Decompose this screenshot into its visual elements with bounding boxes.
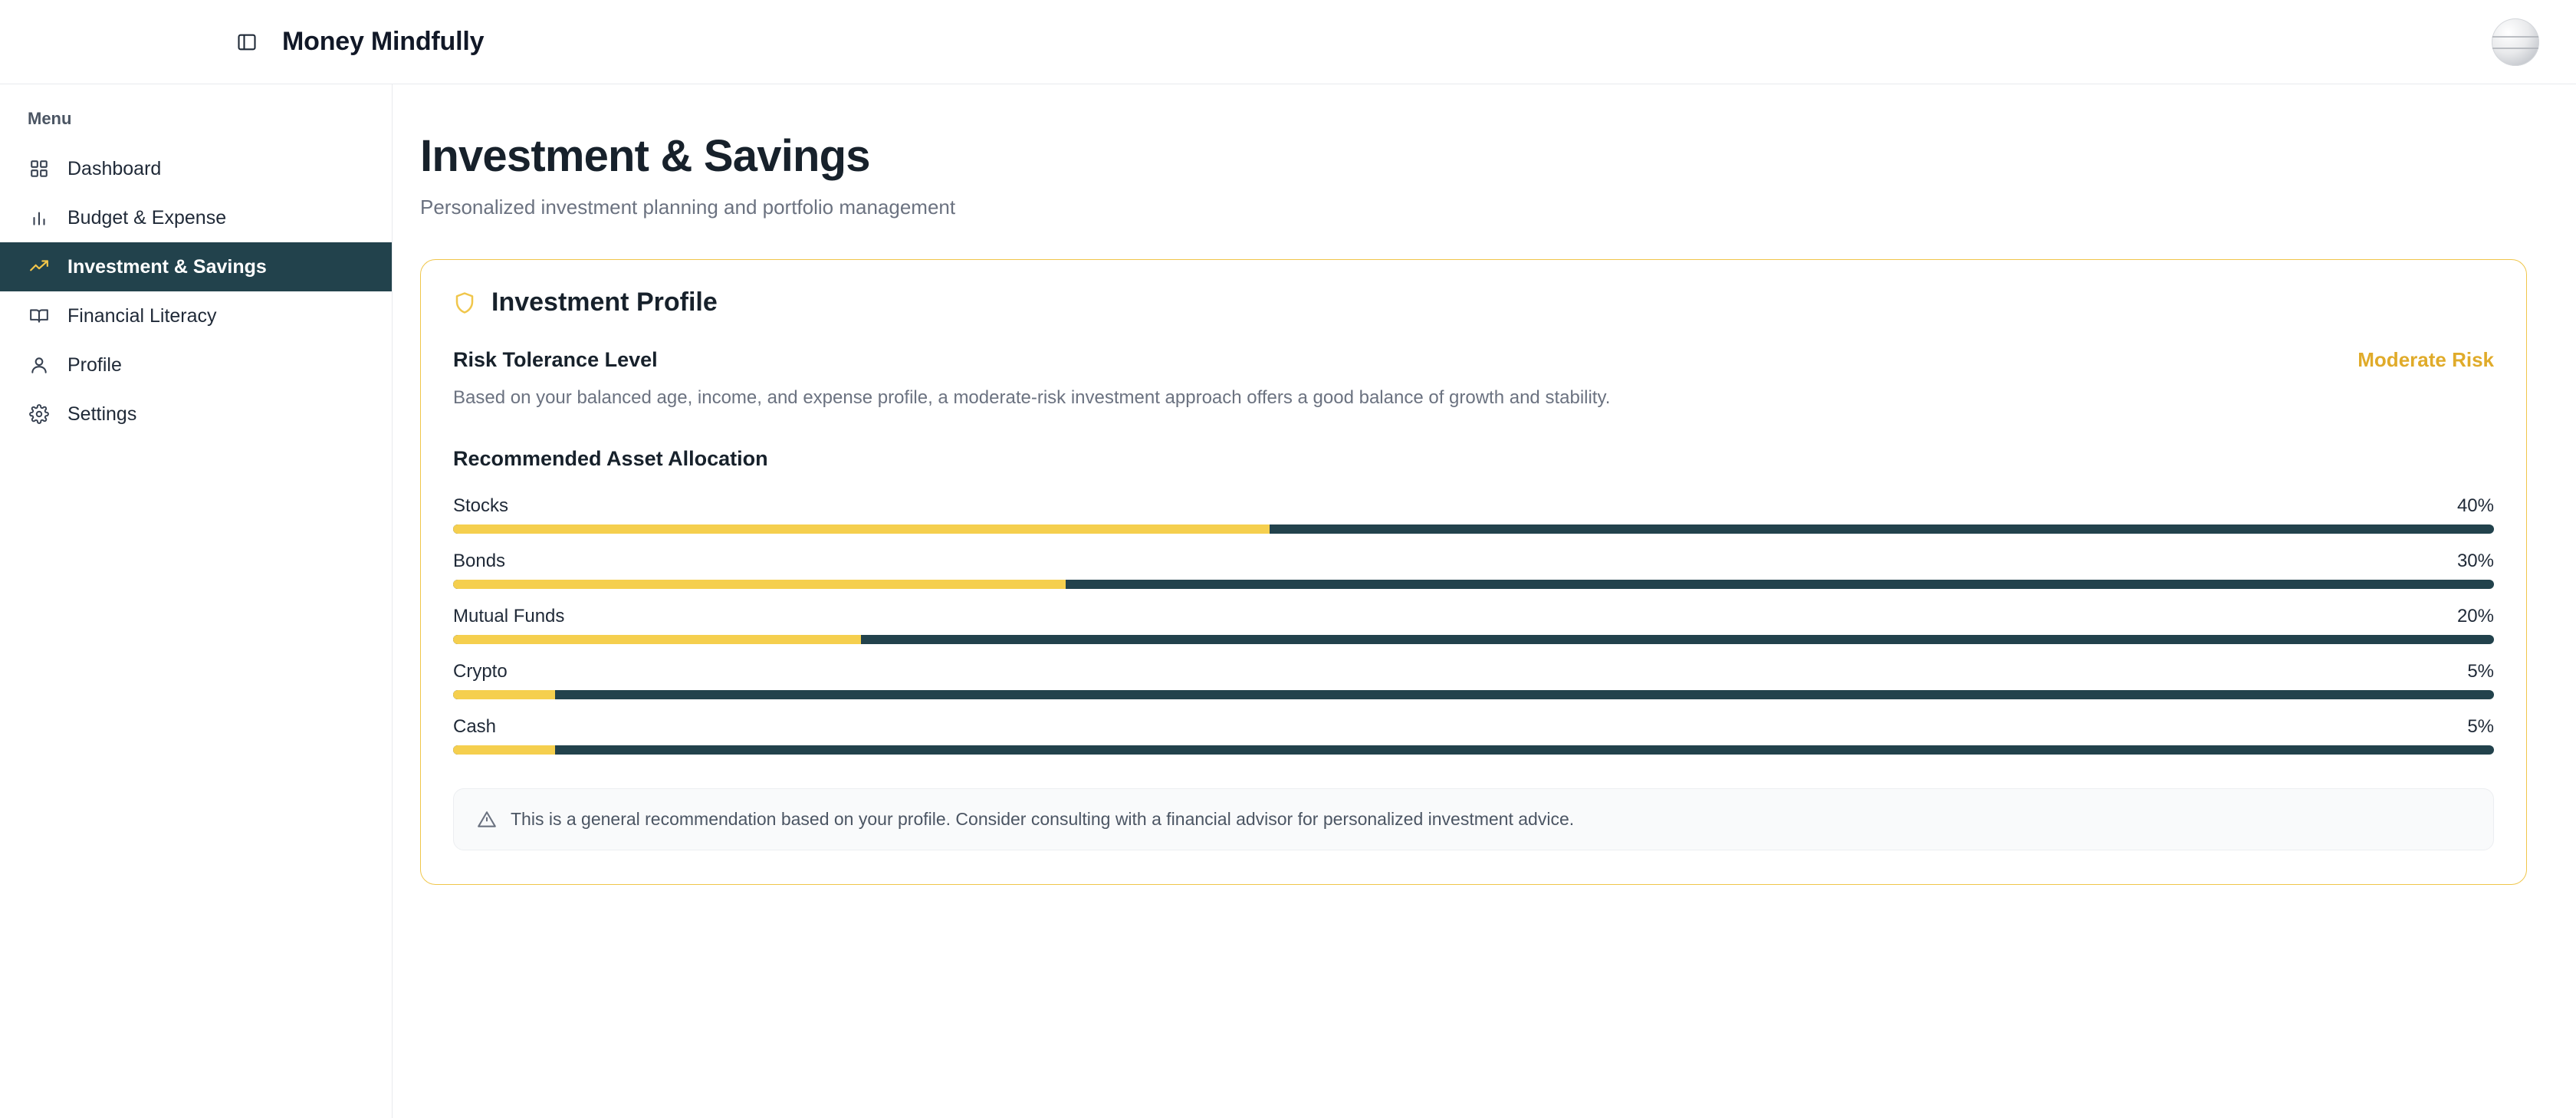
card-header <box>453 288 2494 317</box>
sidebar-item-settings[interactable] <box>0 390 392 439</box>
sidebar-item-investment-savings[interactable] <box>0 242 392 291</box>
alert-triangle-icon <box>477 810 497 830</box>
allocation-row <box>453 606 2494 644</box>
sidebar-item-label: Dashboard <box>67 157 162 179</box>
allocation-name: Cash <box>453 716 497 738</box>
user-icon <box>28 353 51 377</box>
allocation-name: Mutual Funds <box>453 606 565 627</box>
bar-chart-icon <box>28 206 51 229</box>
page-title: Investment & Savings <box>420 131 870 181</box>
sidebar-item-label: Financial Literacy <box>67 304 217 327</box>
allocation-name: Bonds <box>453 551 506 572</box>
sidebar-item-label: Investment & Savings <box>67 255 267 278</box>
disclaimer-note <box>453 788 2494 850</box>
main-content <box>393 84 2576 1118</box>
sidebar-item-label: Profile <box>67 353 122 376</box>
risk-description: Based on your balanced age, income, and expense profile, a moderate-risk investment approach offers a good balance of growth and stability. <box>453 387 1611 408</box>
allocation-value: 40% <box>2456 495 2494 517</box>
card-title: Investment Profile <box>491 288 718 317</box>
disclaimer-text: This is a general recommendation based on your profile. Consider consulting with a financial advisor for personalized investment advice. <box>511 809 1575 830</box>
allocation-bar-track <box>453 635 2494 644</box>
allocation-bar-track <box>453 580 2494 589</box>
allocation-bar-track <box>453 690 2494 699</box>
sidebar-item-financial-literacy[interactable] <box>0 291 392 340</box>
top-bar-right <box>2492 18 2539 66</box>
risk-tolerance-heading: Risk Tolerance Level <box>453 348 658 371</box>
allocation-list <box>453 495 2494 755</box>
sidebar-item-profile[interactable] <box>0 340 392 390</box>
allocation-bar-track <box>453 745 2494 755</box>
risk-level-badge: Moderate Risk <box>2358 348 2494 371</box>
book-open-icon <box>28 304 51 327</box>
allocation-row <box>453 551 2494 589</box>
allocation-name: Crypto <box>453 661 508 682</box>
allocation-bar-fill <box>453 690 555 699</box>
allocation-row <box>453 495 2494 534</box>
sidebar <box>0 84 393 1118</box>
avatar[interactable] <box>2492 18 2539 66</box>
allocation-heading: Recommended Asset Allocation <box>453 447 768 471</box>
trending-up-icon <box>28 255 51 278</box>
sidebar-item-label: Settings <box>67 403 137 425</box>
allocation-value: 5% <box>2467 716 2494 738</box>
sidebar-item-label: Budget & Expense <box>67 206 227 229</box>
grid-icon <box>28 157 51 180</box>
allocation-row <box>453 661 2494 699</box>
allocation-value: 5% <box>2467 661 2494 682</box>
allocation-bar-fill <box>453 745 555 755</box>
sidebar-item-dashboard[interactable] <box>0 144 392 193</box>
page-subtitle: Personalized investment planning and portfolio management <box>420 196 956 219</box>
allocation-value: 30% <box>2456 551 2494 572</box>
gear-icon <box>28 403 51 426</box>
body <box>0 84 2576 1118</box>
shield-icon <box>453 291 476 314</box>
sidebar-item-budget-expense[interactable] <box>0 193 392 242</box>
allocation-value: 20% <box>2456 606 2494 627</box>
panel-left-icon[interactable] <box>230 25 264 59</box>
brand-title: Money Mindfully <box>282 27 485 56</box>
allocation-bar-fill <box>453 580 1066 589</box>
allocation-name: Stocks <box>453 495 509 517</box>
allocation-bar-track <box>453 524 2494 534</box>
risk-row <box>453 348 2494 372</box>
top-bar <box>0 0 2576 84</box>
allocation-bar-fill <box>453 635 861 644</box>
allocation-bar-fill <box>453 524 1270 534</box>
investment-profile-card <box>420 259 2527 885</box>
sidebar-section-label: Menu <box>28 109 72 128</box>
allocation-row <box>453 716 2494 755</box>
